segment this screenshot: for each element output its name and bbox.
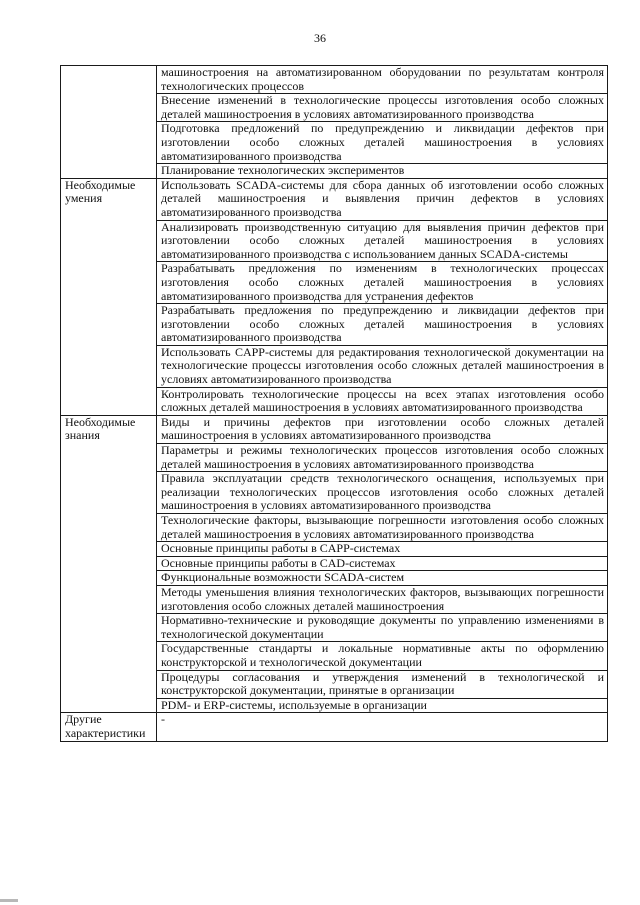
table-cell: Основные принципы работы в CAD-системах bbox=[157, 556, 608, 571]
section-label bbox=[61, 66, 157, 179]
page-number: 36 bbox=[314, 31, 326, 45]
table-cell: - bbox=[157, 713, 608, 741]
section-label: Необходимые знания bbox=[61, 415, 157, 712]
table-cell: Методы уменьшения влияния технологических факторов, вызывающих погрешности изготовления особо сложных деталей машиностроения bbox=[157, 585, 608, 613]
table-cell: Функциональные возможности SCADA-систем bbox=[157, 571, 608, 586]
table-row bbox=[61, 178, 608, 220]
table-cell: Виды и причины дефектов при изготовлении особо сложных деталей машиностроения в условиях автоматизированного производства bbox=[157, 415, 608, 443]
table-cell: Внесение изменений в технологические процессы изготовления особо сложных деталей машиностроения в условиях автоматизированного производства bbox=[157, 94, 608, 122]
table-cell: Подготовка предложений по предупреждению и ликвидации дефектов при изготовлении особо сложных деталей машиностроения в условиях автоматизированного производства bbox=[157, 122, 608, 164]
table-cell: PDM- и ERP-системы, используемые в организации bbox=[157, 698, 608, 713]
table-row bbox=[61, 66, 608, 94]
section-label: Необходимые умения bbox=[61, 178, 157, 415]
table-cell: Технологические факторы, вызывающие погрешности изготовления особо сложных деталей машиностроения в условиях автоматизированного производства bbox=[157, 514, 608, 542]
section-label: Другие характеристики bbox=[61, 713, 157, 741]
table-row bbox=[61, 713, 608, 741]
table-cell: Разрабатывать предложения по изменениям в технологических процессах изготовления особо сложных деталей машиностроения в условиях автоматизированного производства для устранения дефектов bbox=[157, 262, 608, 304]
table-cell: Контролировать технологические процессы на всех этапах изготовления особо сложных деталей машиностроения в условиях автоматизированного производства bbox=[157, 387, 608, 415]
table-cell: Основные принципы работы в CAPP-системах bbox=[157, 542, 608, 557]
table-row bbox=[61, 415, 608, 443]
table-cell: Правила эксплуатации средств технологического оснащения, используемых при реализации технологических процессов изготовления особо сложных деталей машиностроения в условиях автоматизированного производства bbox=[157, 472, 608, 514]
table-cell: Нормативно-технические и руководящие документы по управлению изменениями в технологической документации bbox=[157, 614, 608, 642]
table-cell: Государственные стандарты и локальные нормативные акты по оформлению конструкторской и технологической документации bbox=[157, 642, 608, 670]
table-cell: Процедуры согласования и утверждения изменений в технологической и конструкторской документации, принятые в организации bbox=[157, 670, 608, 698]
requirements-table bbox=[60, 65, 608, 742]
requirements-table-body bbox=[61, 66, 608, 742]
table-cell: Параметры и режимы технологических процессов изготовления особо сложных деталей машиностроения в условиях автоматизированного производства bbox=[157, 444, 608, 472]
table-cell: Разрабатывать предложения по предупреждению и ликвидации дефектов при изготовлении особо сложных деталей машиностроения в условиях автоматизированного производства bbox=[157, 304, 608, 346]
table-cell: Использовать SCADA-системы для сбора данных об изготовлении особо сложных деталей машиностроения и выявления причин дефектов в условиях автоматизированного производства bbox=[157, 178, 608, 220]
scan-artifact bbox=[0, 899, 18, 902]
table-cell: машиностроения на автоматизированном оборудовании по результатам контроля технологических процессов bbox=[157, 66, 608, 94]
table-cell: Использовать CAPP-системы для редактирования технологической документации на технологические процессы изготовления особо сложных деталей машиностроения в условиях автоматизированного производства bbox=[157, 345, 608, 387]
table-cell: Анализировать производственную ситуацию для выявления причин дефектов при изготовлении особо сложных деталей машиностроения в условиях автоматизированного производства с использованием данных SCADA-системы bbox=[157, 220, 608, 262]
table-cell: Планирование технологических экспериментов bbox=[157, 164, 608, 179]
